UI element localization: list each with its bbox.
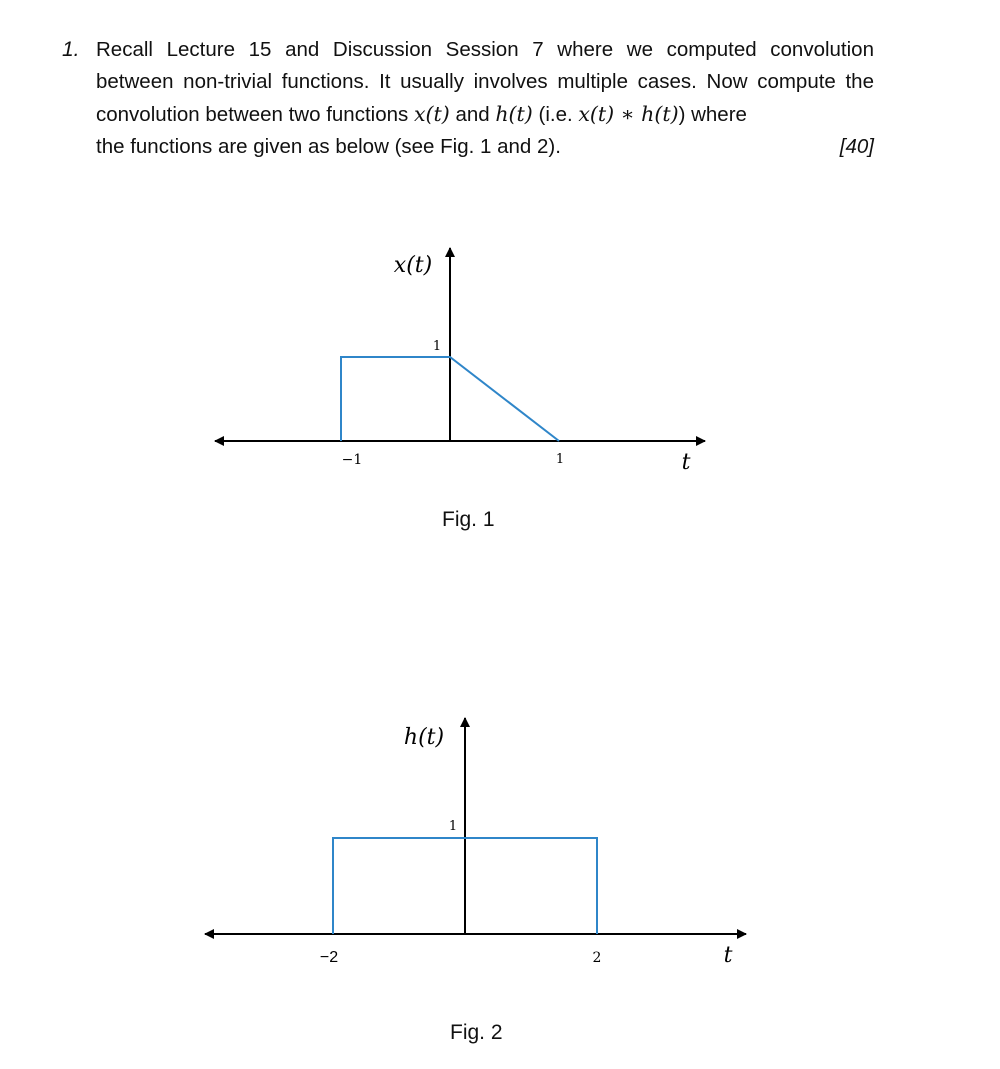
fig2-x-label: t bbox=[723, 943, 733, 968]
ie-close: ) where bbox=[678, 103, 747, 126]
h-function-symbol: h(t) bbox=[495, 102, 533, 126]
x-function-symbol: x(t) bbox=[413, 102, 450, 126]
fig2-tick-label-neg2: −2 bbox=[319, 949, 339, 966]
fig2-peak-label: 1 bbox=[448, 819, 458, 834]
fig2-caption: Fig. 2 bbox=[450, 1021, 503, 1044]
fig1-tick-label-1: 1 bbox=[555, 452, 565, 467]
question-number: 1. bbox=[62, 38, 80, 61]
fig2-y-label: h(t) bbox=[403, 725, 445, 750]
question-marks: [40] bbox=[839, 135, 874, 158]
fig1-tick-label-neg1: −1 bbox=[341, 452, 363, 468]
figure-2 bbox=[205, 718, 746, 968]
question-text-part1: Recall Lecture 15 and Discussion Session 7 where we computed convolution between non-trivial functions. It usually involves multiple cases. Now compute the convolution between two functions bbox=[96, 38, 874, 126]
and-word: and bbox=[449, 103, 496, 126]
fig2-tick-label-2: 2 bbox=[592, 950, 602, 966]
fig1-caption: Fig. 1 bbox=[442, 508, 495, 531]
fig1-x-label: t bbox=[681, 450, 691, 475]
figure-1 bbox=[215, 248, 705, 475]
fig1-peak-label: 1 bbox=[432, 339, 442, 354]
question-last-line-text: the functions are given as below (see Fig. 1 and 2). bbox=[96, 135, 561, 158]
convolution-expression: x(t) ∗ h(t) bbox=[578, 102, 679, 126]
fig1-y-label: x(t) bbox=[393, 253, 433, 278]
ie-open: (i.e. bbox=[532, 103, 579, 126]
